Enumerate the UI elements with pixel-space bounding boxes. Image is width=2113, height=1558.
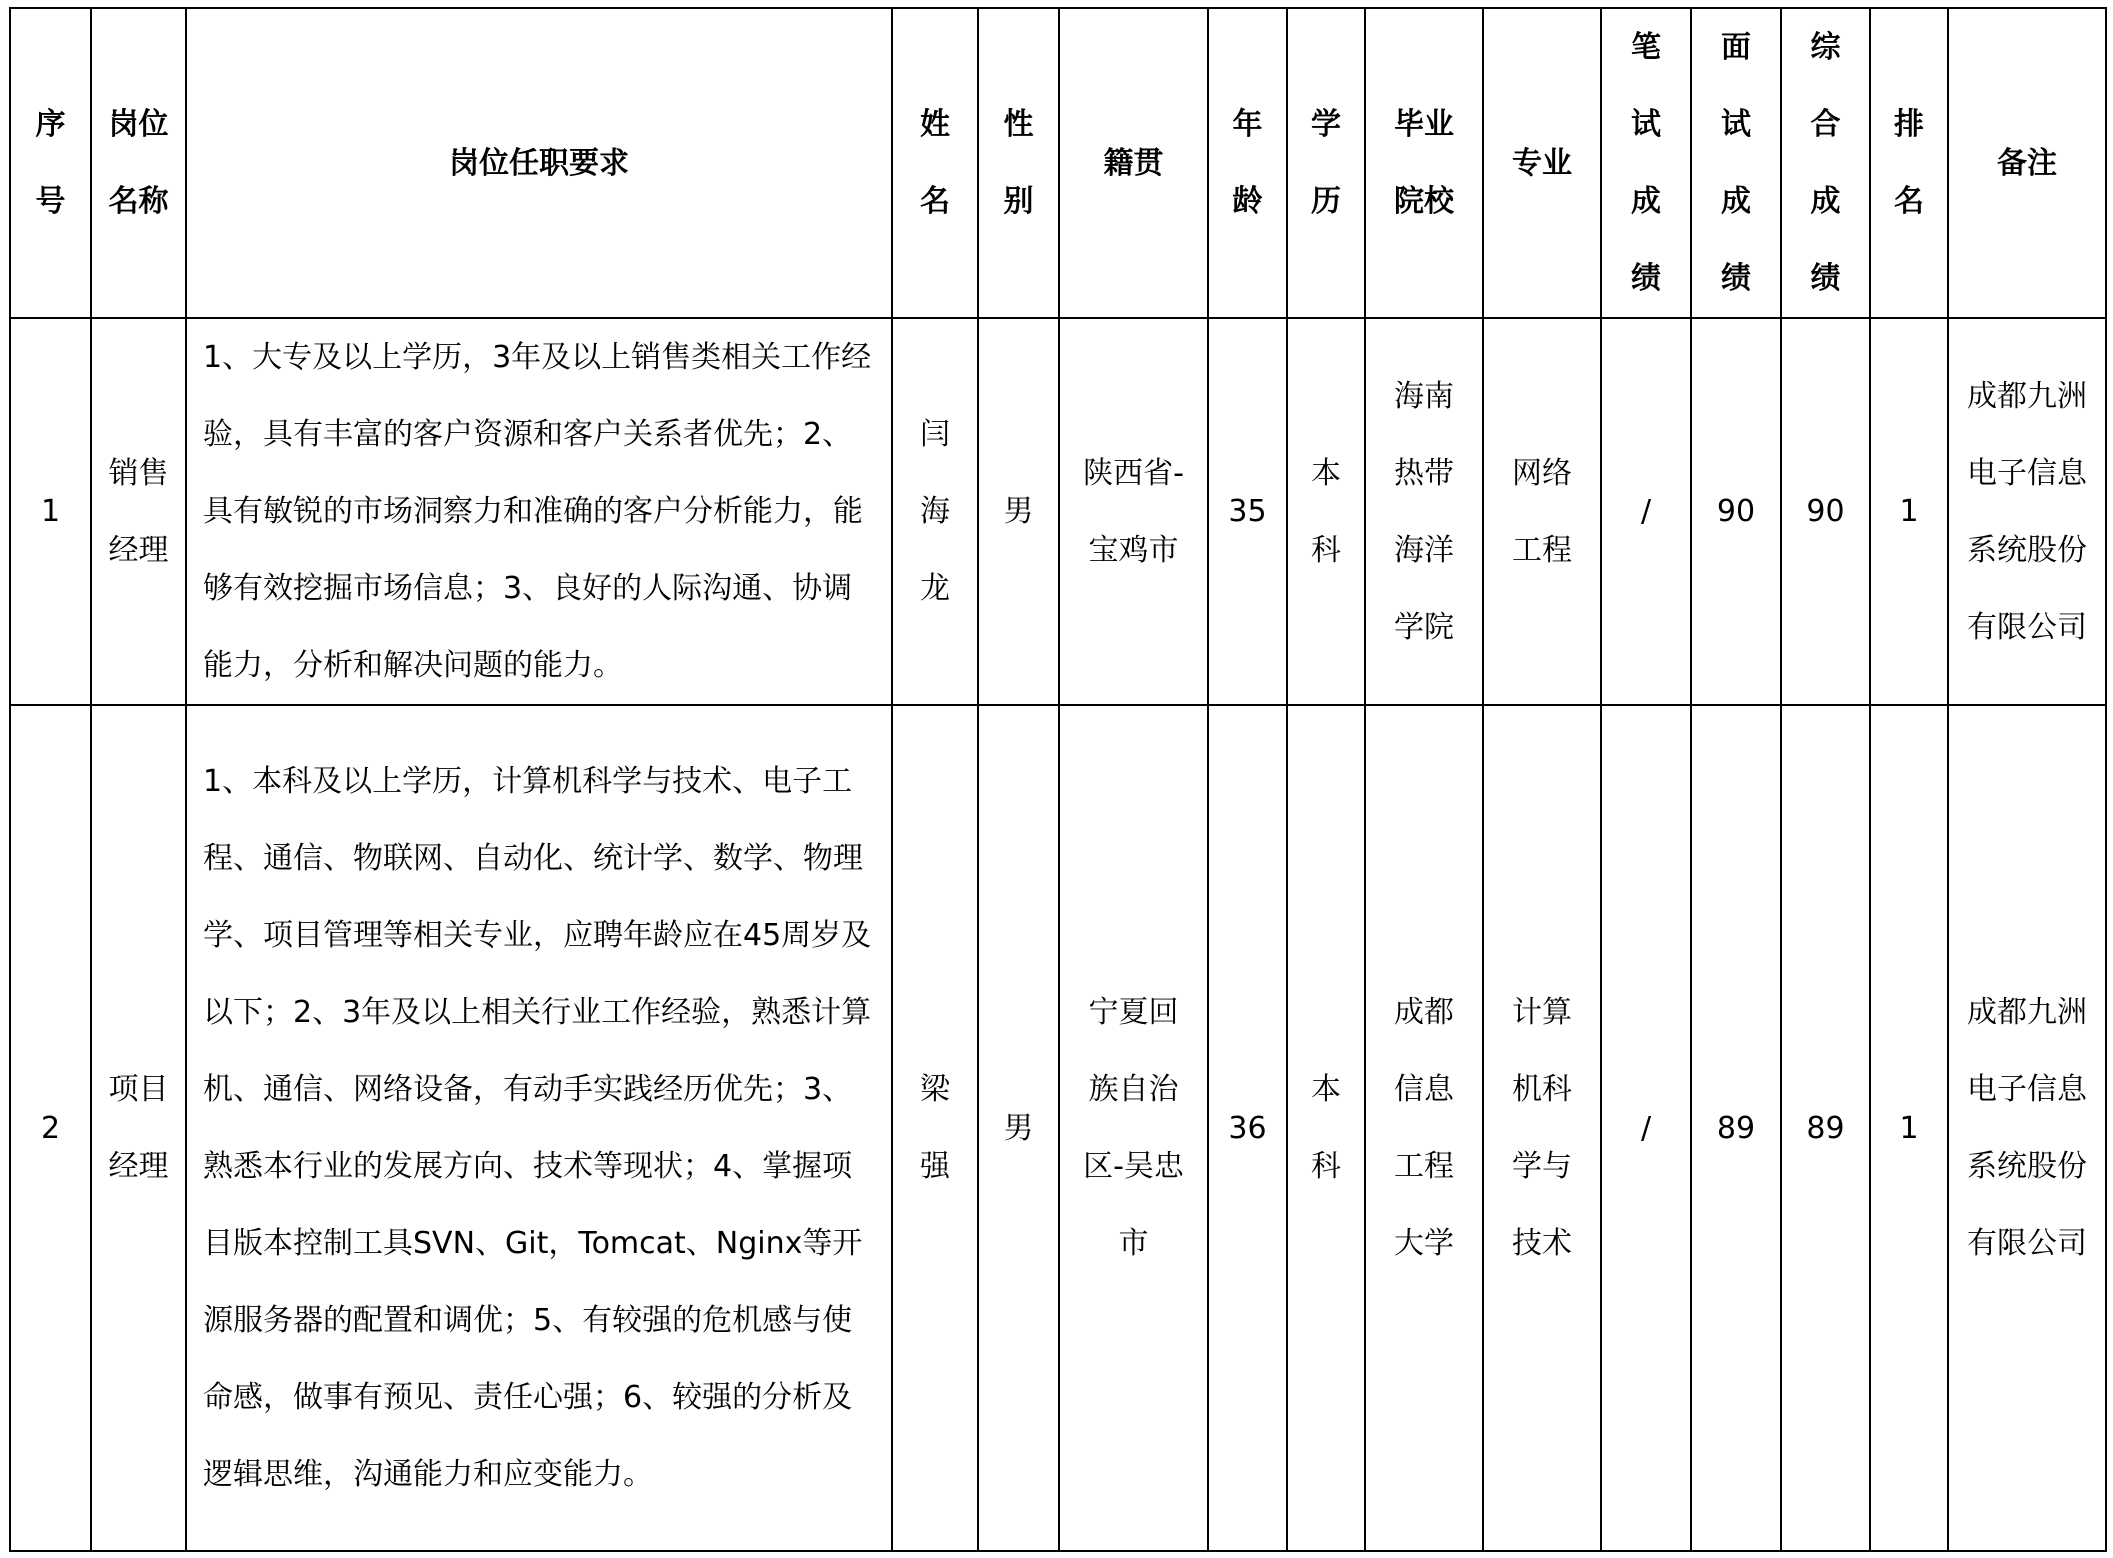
table-row bbox=[10, 705, 2106, 1551]
cell-remarks: 成都九洲 电子信息 系统股份 有限公司 bbox=[1948, 318, 2106, 705]
cell-index: 1 bbox=[10, 318, 91, 705]
cell-remarks: 成都九洲 电子信息 系统股份 有限公司 bbox=[1948, 705, 2106, 1551]
cell-requirements: 1、本科及以上学历，计算机科学与技术、电子工程、通信、物联网、自动化、统计学、数学、物理学、项目管理等相关专业，应聘年龄应在45周岁及以下；2、3年及以上相关行业工作经验，熟悉计算机、通信、网络设备，有动手实践经历优先；3、熟悉本行业的发展方向、技术等现状；4、掌握项目版本控制工具SVN、Git，Tomcat、Nginx等开源服务器的配置和调优；5、有较强的危机感与使命感，做事有预见、责任心强；6、较强的分析及逻辑思维，沟通能力和应变能力。 bbox=[186, 705, 892, 1551]
cell-written-score: / bbox=[1601, 318, 1691, 705]
header-position: 岗位 名称 bbox=[91, 8, 186, 318]
cell-name: 闫 海 龙 bbox=[892, 318, 978, 705]
cell-gender: 男 bbox=[978, 318, 1059, 705]
header-written-score: 笔 试 成 绩 bbox=[1601, 8, 1691, 318]
cell-position: 项目 经理 bbox=[91, 705, 186, 1551]
cell-index: 2 bbox=[10, 705, 91, 1551]
cell-rank: 1 bbox=[1870, 705, 1948, 1551]
cell-major: 网络 工程 bbox=[1483, 318, 1601, 705]
cell-native-place: 宁夏回 族自治 区-吴忠 市 bbox=[1059, 705, 1208, 1551]
header-major: 专业 bbox=[1483, 8, 1601, 318]
header-rank: 排 名 bbox=[1870, 8, 1948, 318]
header-interview-score: 面 试 成 绩 bbox=[1691, 8, 1781, 318]
cell-interview-score: 89 bbox=[1691, 705, 1781, 1551]
recruitment-results-table bbox=[9, 7, 2107, 1552]
header-school: 毕业 院校 bbox=[1365, 8, 1483, 318]
cell-school: 成都 信息 工程 大学 bbox=[1365, 705, 1483, 1551]
table-row bbox=[10, 318, 2106, 705]
cell-gender: 男 bbox=[978, 705, 1059, 1551]
header-remarks: 备注 bbox=[1948, 8, 2106, 318]
header-index: 序 号 bbox=[10, 8, 91, 318]
header-education: 学 历 bbox=[1287, 8, 1365, 318]
cell-rank: 1 bbox=[1870, 318, 1948, 705]
cell-major: 计算 机科 学与 技术 bbox=[1483, 705, 1601, 1551]
cell-name: 梁 强 bbox=[892, 705, 978, 1551]
cell-native-place: 陕西省- 宝鸡市 bbox=[1059, 318, 1208, 705]
header-native-place: 籍贯 bbox=[1059, 8, 1208, 318]
cell-position: 销售 经理 bbox=[91, 318, 186, 705]
cell-interview-score: 90 bbox=[1691, 318, 1781, 705]
header-row bbox=[10, 8, 2106, 318]
header-age: 年 龄 bbox=[1208, 8, 1287, 318]
cell-education: 本 科 bbox=[1287, 318, 1365, 705]
cell-total-score: 89 bbox=[1781, 705, 1870, 1551]
cell-age: 35 bbox=[1208, 318, 1287, 705]
header-name: 姓 名 bbox=[892, 8, 978, 318]
cell-requirements: 1、大专及以上学历，3年及以上销售类相关工作经验，具有丰富的客户资源和客户关系者优先；2、具有敏锐的市场洞察力和准确的客户分析能力，能够有效挖掘市场信息；3、良好的人际沟通、协调能力，分析和解决问题的能力。 bbox=[186, 318, 892, 705]
header-requirements: 岗位任职要求 bbox=[186, 8, 892, 318]
cell-total-score: 90 bbox=[1781, 318, 1870, 705]
header-total-score: 综 合 成 绩 bbox=[1781, 8, 1870, 318]
cell-school: 海南 热带 海洋 学院 bbox=[1365, 318, 1483, 705]
cell-education: 本 科 bbox=[1287, 705, 1365, 1551]
header-gender: 性 别 bbox=[978, 8, 1059, 318]
cell-age: 36 bbox=[1208, 705, 1287, 1551]
cell-written-score: / bbox=[1601, 705, 1691, 1551]
